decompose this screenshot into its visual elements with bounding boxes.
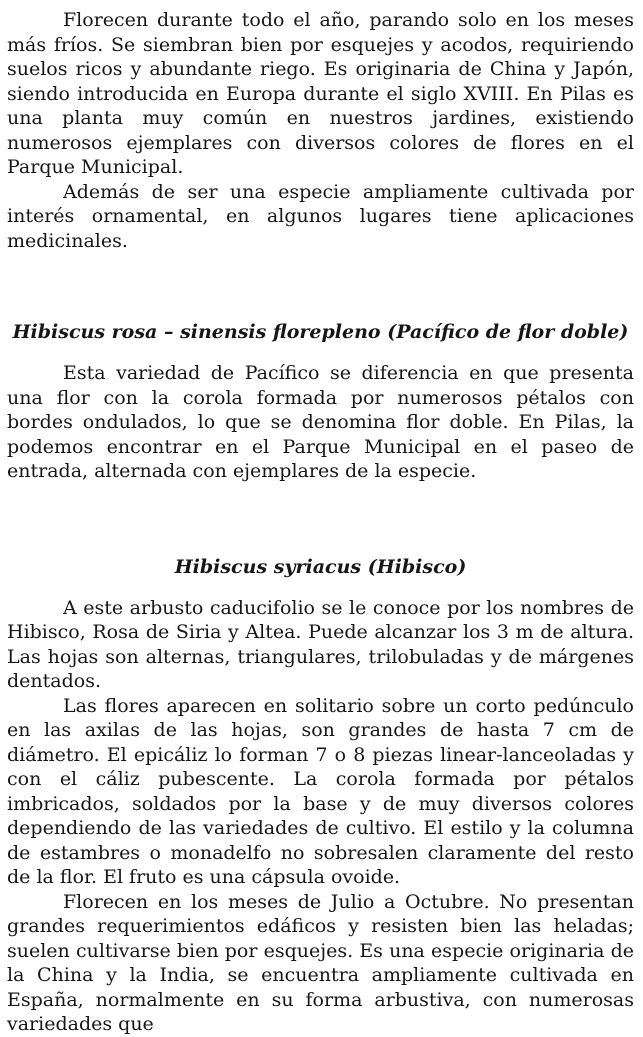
pacifico-paragraph-1: Esta variedad de Pacífico se diferencia en que presenta una flor con la corola formada por numerosos pétalos con bordes ondulados, lo que se denomina flor doble. En Pilas, la podemos encontrar en el Parque Municipal en el paseo de entrada, alternada con ejemplares de la especie. (7, 362, 634, 482)
syriacus-section (7, 554, 634, 1037)
intro-paragraph-2: Además de ser una especie ampliamente cultivada por interés ornamental, en algunos lugares tiene aplicaciones medicinales. (7, 180, 634, 252)
pacifico-section (7, 319, 634, 484)
pacifico-heading: Hibiscus rosa – sinensis florepleno (Pacífico de flor doble) (12, 321, 629, 343)
document-page (7, 8, 634, 1037)
intro-paragraph-1: Florecen durante todo el año, parando solo en los meses más fríos. Se siembran bien por esquejes y acodos, requiriendo suelos ricos y abundante riego. Es originaria de China y Japón, siendo introducida en Europa durante el siglo XVIII. En Pilas es una planta muy común en nuestros jardines, existiendo numerosos ejemplares con diversos colores de flores en el Parque Municipal. (7, 9, 634, 178)
syriacus-paragraph-3: Florecen en los meses de Julio a Octubre. No presentan grandes requerimientos edáficos y resisten bien las heladas; suelen cultivarse bien por esquejes. Es una especie originaria de la China y la India, se encuentra ampliamente cultivada en España, normalmente en su forma arbustiva, con numerosas variedades que (7, 890, 634, 1035)
intro-section (7, 8, 634, 253)
syriacus-paragraph-1: A este arbusto caducifolio se le conoce por los nombres de Hibisco, Rosa de Siria y Altea. Puede alcanzar los 3 m de altura. Las hojas son alternas, triangulares, trilobuladas y de márgenes dentados. (7, 596, 634, 692)
syriacus-heading: Hibiscus syriacus (Hibisco) (174, 555, 467, 578)
syriacus-paragraph-2: Las flores aparecen en solitario sobre un corto pedúnculo en las axilas de las hojas, son grandes de hasta 7 cm de diámetro. El epicáliz lo forman 7 o 8 piezas linear-lanceoladas y con el cáliz pubescente. La corola formada por pétalos imbricados, soldados por la base y de muy diversos colores dependiendo de las variedades de cultivo. El estilo y la columna de estambres o monadelfo no sobresalen claramente del resto de la flor. El fruto es una cápsula ovoide. (7, 694, 634, 888)
